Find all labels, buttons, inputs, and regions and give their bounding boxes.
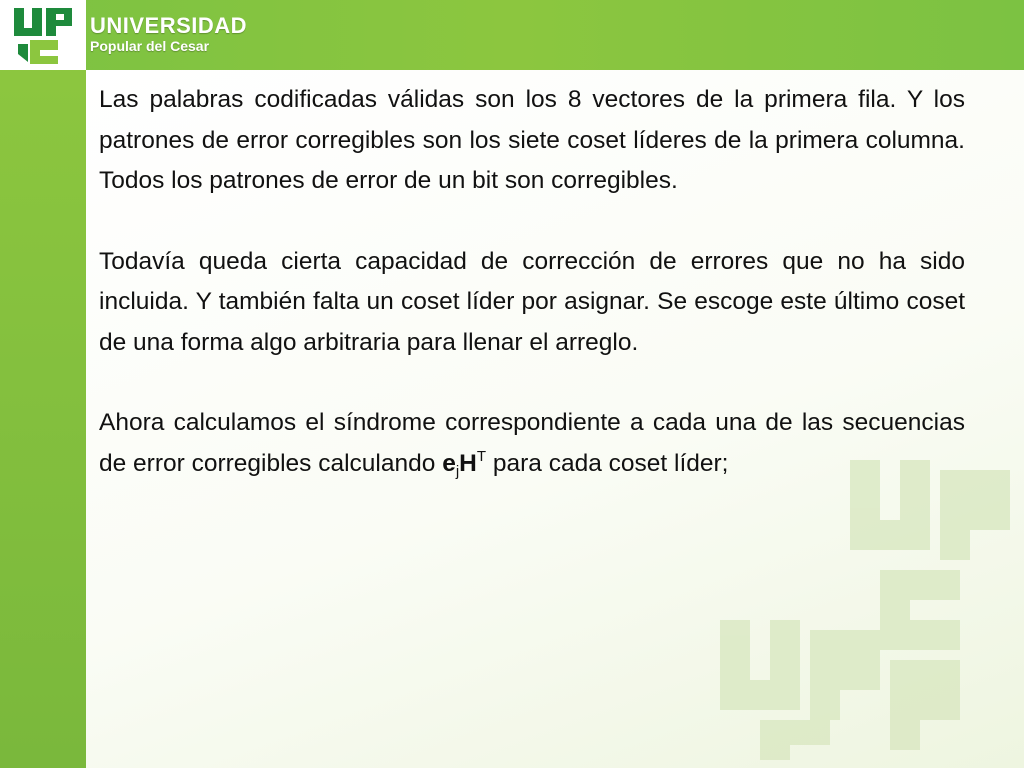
superscript-t: T [476,447,487,465]
paragraph-3-text-after: para cada coset líder; [486,449,729,477]
subscript-j: j [455,462,460,480]
brand-title: UNIVERSIDAD [90,13,248,38]
paragraph-2 [99,242,965,364]
paragraph-3 [99,403,965,484]
slide-body [99,80,965,524]
paragraph-3-text-before: Ahora calculamos el síndrome correspondiente a cada una de las secuencias de error corregibles calculando [99,409,965,477]
paragraph-1 [99,80,965,202]
upc-logo-icon [10,4,76,66]
paragraph-2-text: Todavía queda cierta capacidad de corrección de errores que no ha sido incluida. Y también falta un coset líder por asignar. Se escoge este último coset de una forma algo arbitraria para llenar el arreglo. [99,247,965,356]
matrix-h: H [459,449,477,477]
paragraph-1-text: Las palabras codificadas válidas son los 8 vectores de la primera fila. Y los patrones de error corregibles son los siete coset líderes de la primera columna. Todos los patrones de error de un bit son corregibles. [99,86,965,194]
brand-subtitle: Popular del Cesar [90,38,210,54]
brand-block [90,14,247,54]
left-sidebar-bar [0,70,86,768]
logo-container [0,0,86,70]
vector-e: e [442,449,456,477]
